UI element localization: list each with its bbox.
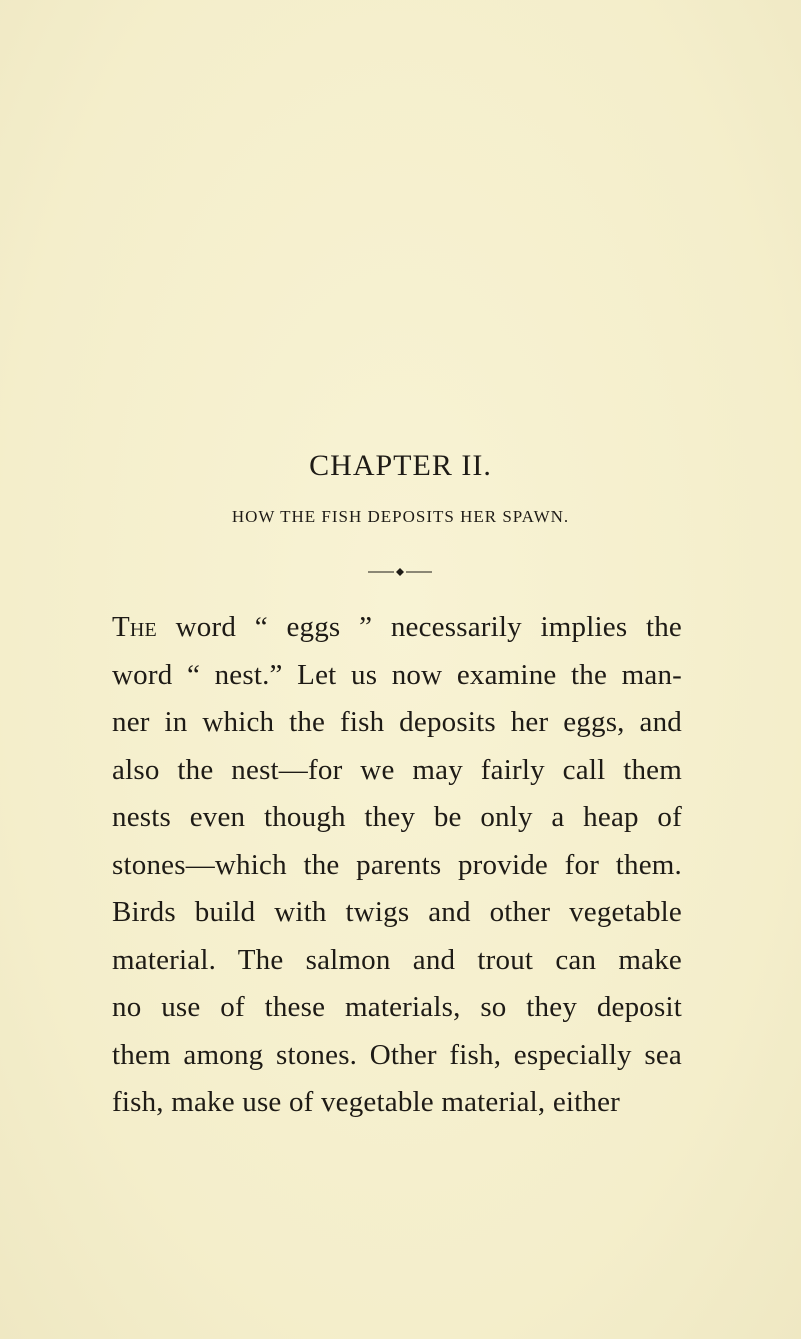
paragraph-line-9: no use of these materials, so they deposit: [112, 991, 682, 1023]
body-paragraph: [112, 604, 682, 1127]
paragraph-line-4: also the nest—for we may fairly call them: [112, 753, 682, 786]
paragraph-line-5: nests even though they be only a heap of: [112, 801, 682, 833]
paragraph-line-2: word “ nest.” Let us now examine the man-: [112, 658, 682, 691]
paragraph-line-6: stones—which the parents provide for them.: [112, 848, 682, 881]
paragraph-line-8: material. The salmon and trout can make: [112, 943, 682, 976]
chapter-subtitle: HOW THE FISH DEPOSITS HER SPAWN.: [231, 507, 570, 526]
chapter-title: CHAPTER II.: [309, 449, 492, 482]
paragraph-line-11: fish, make use of vegetable material, either: [112, 1086, 621, 1118]
paragraph-line-7: Birds build with twigs and other vegetable: [112, 896, 682, 928]
paragraph-line-1: [112, 604, 682, 652]
paragraph-line-3: ner in which the fish deposits her eggs, and: [112, 706, 682, 738]
lead-word: The: [112, 611, 157, 643]
line-text: word “ eggs ” necessarily implies the: [156, 611, 682, 643]
paragraph-line-10: them among stones. Other fish, especially sea: [112, 1038, 682, 1071]
dash-diamond-dash-ornament-icon: [368, 566, 432, 578]
